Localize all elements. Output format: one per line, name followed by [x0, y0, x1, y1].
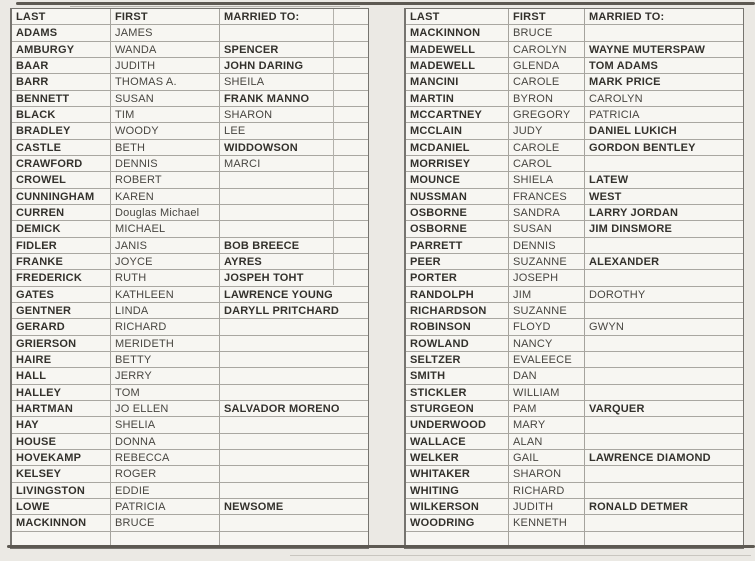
cell-married: ALEXANDER — [585, 254, 743, 270]
cell-last: CUNNINGHAM — [12, 189, 111, 205]
header-married: MARRIED TO: — [220, 9, 368, 25]
cell-last: CRAWFORD — [12, 156, 111, 172]
cell-last: HAY — [12, 417, 111, 433]
cell-last: CASTLE — [12, 140, 111, 156]
cell-married: FRANK MANNO — [220, 91, 368, 107]
scan-faint-line-bottom — [290, 555, 751, 556]
cell-married: JOSPEH TOHT — [220, 270, 368, 286]
cell-married: MARCI — [220, 156, 368, 172]
cell-married — [585, 515, 743, 531]
cell-last: WOODRING — [406, 515, 509, 531]
cell-married — [585, 434, 743, 450]
cell-married: LARRY JORDAN — [585, 205, 743, 221]
cell-last: CROWEL — [12, 172, 111, 188]
cell-last: MANCINI — [406, 74, 509, 90]
cell-married — [220, 434, 368, 450]
cell-last: DEMICK — [12, 221, 111, 237]
cell-last: HALLEY — [12, 385, 111, 401]
cell-married — [585, 483, 743, 499]
cell-first: RICHARD — [509, 483, 585, 499]
cell-married: TOM ADAMS — [585, 58, 743, 74]
cell-last: LIVINGSTON — [12, 483, 111, 499]
cell-first: DENNIS — [111, 156, 220, 172]
cell-married — [585, 368, 743, 384]
cell-first: SUSAN — [509, 221, 585, 237]
cell-last: ROWLAND — [406, 336, 509, 352]
cell-married — [585, 336, 743, 352]
cell-last: SMITH — [406, 368, 509, 384]
cell-last: OSBORNE — [406, 221, 509, 237]
cell-first: GLENDA — [509, 58, 585, 74]
cell-married — [585, 238, 743, 254]
left-roster-table — [10, 8, 369, 549]
cell-married: WEST — [585, 189, 743, 205]
cell-last: ADAMS — [12, 25, 111, 41]
cell-married: VARQUER — [585, 401, 743, 417]
cell-last: PEER — [406, 254, 509, 270]
cell-last: MADEWELL — [406, 42, 509, 58]
cell-married: RONALD DETMER — [585, 499, 743, 515]
cell-first: MARY — [509, 417, 585, 433]
cell-married — [585, 352, 743, 368]
right-roster-table — [404, 8, 744, 549]
cell-last: ROBINSON — [406, 319, 509, 335]
cell-married: AYRES — [220, 254, 368, 270]
cell-last: MCCLAIN — [406, 123, 509, 139]
scan-edge-line-bottom — [7, 545, 755, 548]
cell-last: RICHARDSON — [406, 303, 509, 319]
cell-married — [220, 221, 368, 237]
cell-first: DONNA — [111, 434, 220, 450]
cell-married: WAYNE MUTERSPAW — [585, 42, 743, 58]
cell-first: SANDRA — [509, 205, 585, 221]
cell-last: MOUNCE — [406, 172, 509, 188]
cell-first: PAM — [509, 401, 585, 417]
header-first: FIRST — [111, 9, 220, 25]
cell-first: GREGORY — [509, 107, 585, 123]
cell-last: UNDERWOOD — [406, 417, 509, 433]
cell-last: WALLACE — [406, 434, 509, 450]
cell-first: EDDIE — [111, 483, 220, 499]
cell-last: OSBORNE — [406, 205, 509, 221]
cell-married: SPENCER — [220, 42, 368, 58]
cell-married — [220, 352, 368, 368]
scan-artifact-vertical-line — [333, 9, 334, 285]
cell-last: GERARD — [12, 319, 111, 335]
cell-first: BRUCE — [509, 25, 585, 41]
cell-married: JOHN DARING — [220, 58, 368, 74]
cell-first: DENNIS — [509, 238, 585, 254]
cell-married — [585, 270, 743, 286]
cell-first: PATRICIA — [111, 499, 220, 515]
cell-married: SHARON — [220, 107, 368, 123]
cell-first: JOYCE — [111, 254, 220, 270]
cell-first: LINDA — [111, 303, 220, 319]
cell-first: Douglas Michael — [111, 205, 220, 221]
cell-first: REBECCA — [111, 450, 220, 466]
cell-first: SHELIA — [111, 417, 220, 433]
cell-first: GAIL — [509, 450, 585, 466]
cell-first: WANDA — [111, 42, 220, 58]
cell-married — [220, 515, 368, 531]
cell-married: MARK PRICE — [585, 74, 743, 90]
scan-edge-line-top — [16, 2, 755, 5]
cell-married: LEE — [220, 123, 368, 139]
cell-last: FREDERICK — [12, 270, 111, 286]
cell-last: MCDANIEL — [406, 140, 509, 156]
cell-first: TOM — [111, 385, 220, 401]
cell-first: DAN — [509, 368, 585, 384]
cell-married: SALVADOR MORENO — [220, 401, 368, 417]
cell-last: HAIRE — [12, 352, 111, 368]
scan-faint-line-top — [70, 6, 360, 7]
cell-married — [220, 368, 368, 384]
cell-married: SHEILA — [220, 74, 368, 90]
cell-last: LOWE — [12, 499, 111, 515]
cell-first: SHARON — [509, 466, 585, 482]
cell-married — [585, 156, 743, 172]
cell-first: MICHAEL — [111, 221, 220, 237]
cell-married: GWYN — [585, 319, 743, 335]
cell-first: WOODY — [111, 123, 220, 139]
cell-last: STICKLER — [406, 385, 509, 401]
cell-first: JOSEPH — [509, 270, 585, 286]
cell-married — [585, 466, 743, 482]
cell-last: CURREN — [12, 205, 111, 221]
cell-married: LAWRENCE DIAMOND — [585, 450, 743, 466]
cell-last: HOVEKAMP — [12, 450, 111, 466]
cell-married: LATEW — [585, 172, 743, 188]
cell-first: BETH — [111, 140, 220, 156]
cell-married: BOB BREECE — [220, 238, 368, 254]
cell-last: MADEWELL — [406, 58, 509, 74]
cell-first: BYRON — [509, 91, 585, 107]
cell-married — [220, 172, 368, 188]
cell-last: RANDOLPH — [406, 287, 509, 303]
cell-first: SHIELA — [509, 172, 585, 188]
cell-first: FLOYD — [509, 319, 585, 335]
cell-first: CAROLE — [509, 74, 585, 90]
cell-first: KENNETH — [509, 515, 585, 531]
cell-married: PATRICIA — [585, 107, 743, 123]
cell-married: DOROTHY — [585, 287, 743, 303]
cell-first: KAREN — [111, 189, 220, 205]
cell-married: JIM DINSMORE — [585, 221, 743, 237]
cell-married — [585, 417, 743, 433]
cell-married — [585, 385, 743, 401]
cell-married: NEWSOME — [220, 499, 368, 515]
cell-first: ROBERT — [111, 172, 220, 188]
cell-last: WHITAKER — [406, 466, 509, 482]
cell-last: STURGEON — [406, 401, 509, 417]
cell-last: BRADLEY — [12, 123, 111, 139]
cell-first: BETTY — [111, 352, 220, 368]
cell-last: PORTER — [406, 270, 509, 286]
cell-married: GORDON BENTLEY — [585, 140, 743, 156]
cell-first: JIM — [509, 287, 585, 303]
cell-last: NUSSMAN — [406, 189, 509, 205]
cell-last: FIDLER — [12, 238, 111, 254]
cell-first: WILLIAM — [509, 385, 585, 401]
cell-married: DANIEL LUKICH — [585, 123, 743, 139]
cell-first: TIM — [111, 107, 220, 123]
cell-last: HALL — [12, 368, 111, 384]
cell-last: GENTNER — [12, 303, 111, 319]
cell-last: WHITING — [406, 483, 509, 499]
cell-first: BRUCE — [111, 515, 220, 531]
cell-first: JUDITH — [111, 58, 220, 74]
cell-first: SUSAN — [111, 91, 220, 107]
cell-last: SELTZER — [406, 352, 509, 368]
cell-last: KELSEY — [12, 466, 111, 482]
cell-last: BAAR — [12, 58, 111, 74]
cell-married — [220, 450, 368, 466]
header-first: FIRST — [509, 9, 585, 25]
cell-first: THOMAS A. — [111, 74, 220, 90]
cell-first: CAROLE — [509, 140, 585, 156]
cell-first: NANCY — [509, 336, 585, 352]
cell-last: MARTIN — [406, 91, 509, 107]
header-last: LAST — [406, 9, 509, 25]
cell-last: GRIERSON — [12, 336, 111, 352]
cell-married — [220, 189, 368, 205]
cell-first: CAROL — [509, 156, 585, 172]
cell-last: HARTMAN — [12, 401, 111, 417]
cell-first: MERIDETH — [111, 336, 220, 352]
cell-first: JUDITH — [509, 499, 585, 515]
cell-last: MORRISEY — [406, 156, 509, 172]
cell-married — [220, 466, 368, 482]
header-married: MARRIED TO: — [585, 9, 743, 25]
cell-first: ALAN — [509, 434, 585, 450]
cell-married — [220, 336, 368, 352]
cell-married — [220, 385, 368, 401]
cell-first: EVALEECE — [509, 352, 585, 368]
cell-married — [220, 483, 368, 499]
cell-last: MCCARTNEY — [406, 107, 509, 123]
cell-first: SUZANNE — [509, 303, 585, 319]
cell-married: CAROLYN — [585, 91, 743, 107]
cell-last: PARRETT — [406, 238, 509, 254]
cell-first: KATHLEEN — [111, 287, 220, 303]
cell-last: BARR — [12, 74, 111, 90]
cell-last: BENNETT — [12, 91, 111, 107]
cell-first: CAROLYN — [509, 42, 585, 58]
cell-first: JO ELLEN — [111, 401, 220, 417]
cell-married — [585, 25, 743, 41]
cell-first: RUTH — [111, 270, 220, 286]
cell-married — [220, 319, 368, 335]
cell-married — [220, 205, 368, 221]
cell-first: JUDY — [509, 123, 585, 139]
cell-last: FRANKE — [12, 254, 111, 270]
cell-first: JANIS — [111, 238, 220, 254]
cell-last: WELKER — [406, 450, 509, 466]
cell-last: WILKERSON — [406, 499, 509, 515]
cell-first: JAMES — [111, 25, 220, 41]
cell-last: BLACK — [12, 107, 111, 123]
cell-married: LAWRENCE YOUNG — [220, 287, 368, 303]
cell-first: SUZANNE — [509, 254, 585, 270]
cell-last: MACKINNON — [12, 515, 111, 531]
cell-first: FRANCES — [509, 189, 585, 205]
cell-married: DARYLL PRITCHARD — [220, 303, 368, 319]
cell-first: JERRY — [111, 368, 220, 384]
cell-last: GATES — [12, 287, 111, 303]
cell-first: RICHARD — [111, 319, 220, 335]
cell-last: HOUSE — [12, 434, 111, 450]
cell-first: ROGER — [111, 466, 220, 482]
cell-married: WIDDOWSON — [220, 140, 368, 156]
cell-married — [585, 303, 743, 319]
cell-married — [220, 417, 368, 433]
cell-last: AMBURGY — [12, 42, 111, 58]
header-last: LAST — [12, 9, 111, 25]
cell-married — [220, 25, 368, 41]
cell-last: MACKINNON — [406, 25, 509, 41]
